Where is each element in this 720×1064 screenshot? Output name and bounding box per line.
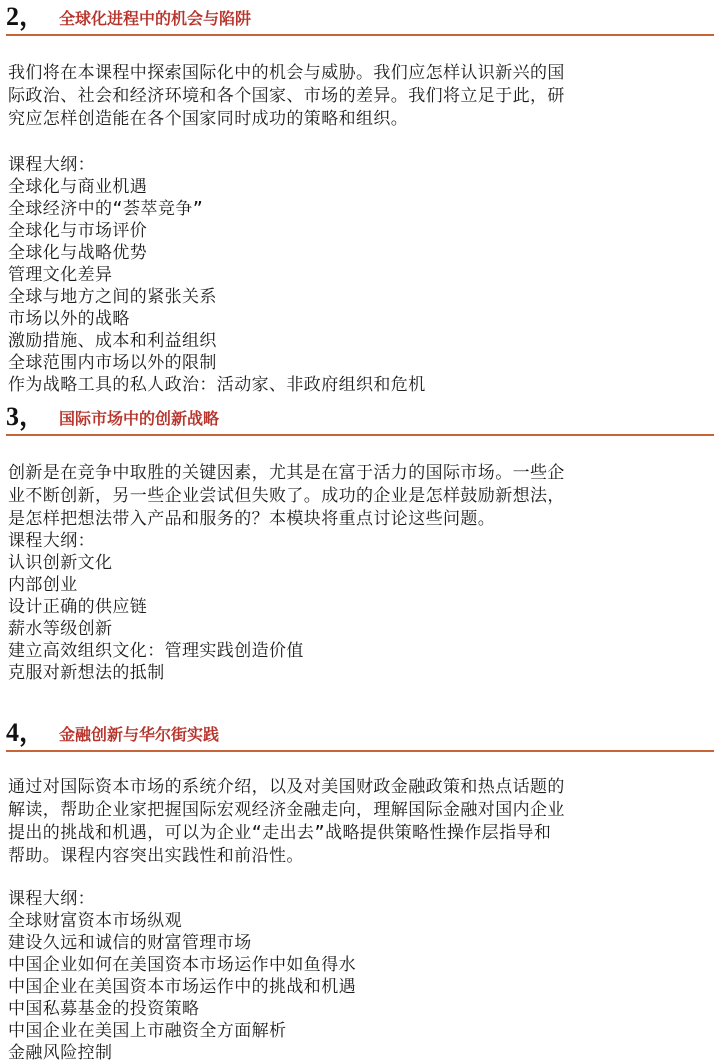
section-2-outline-label: 课程大纲： xyxy=(8,155,95,175)
section-4-outline-item: 中国企业如何在美国资本市场运作中如鱼得水 xyxy=(8,955,356,975)
section-2-intro-line: 究应怎样创造能在各个国家同时成功的策略和组织。 xyxy=(8,109,409,129)
section-4-heading xyxy=(6,720,714,752)
section-3-number: 3， xyxy=(6,402,46,431)
section-4-intro-line: 通过对国际资本市场的系统介绍，以及对美国财政金融政策和热点话题的 xyxy=(8,777,565,797)
section-3-title: 国际市场中的创新战略 xyxy=(59,409,220,428)
section-4-intro-line: 帮助。课程内容突出实践性和前沿性。 xyxy=(8,846,304,866)
section-4-title: 金融创新与华尔街实践 xyxy=(59,725,220,744)
section-2-outline-item: 作为战略工具的私人政治：活动家、非政府组织和危机 xyxy=(8,375,426,395)
section-2-number: 2， xyxy=(6,2,46,31)
section-3-intro-line: 创新是在竞争中取胜的关键因素，尤其是在富于活力的国际市场。一些企 xyxy=(8,463,565,483)
section-3-heading xyxy=(6,404,714,436)
section-3-outline-item: 内部创业 xyxy=(8,575,78,595)
section-2-intro-line: 际政治、社会和经济环境和各个国家、市场的差异。我们将立足于此，研 xyxy=(8,86,565,106)
section-3-outline-item: 设计正确的供应链 xyxy=(8,597,148,617)
section-2-intro-line: 我们将在本课程中探索国际化中的机会与威胁。我们应怎样认识新兴的国 xyxy=(8,63,565,83)
section-3-outline-label: 课程大纲： xyxy=(8,531,95,551)
section-4-intro-line: 解读，帮助企业家把握国际宏观经济金融走向，理解国际金融对国内企业 xyxy=(8,800,565,820)
section-3-intro-line: 是怎样把想法带入产品和服务的？本模块将重点讨论这些问题。 xyxy=(8,509,496,529)
section-4-outline-item: 中国私募基金的投资策略 xyxy=(8,999,200,1019)
section-2-outline-item: 市场以外的战略 xyxy=(8,309,130,329)
section-4-intro-line: 提出的挑战和机遇，可以为企业“走出去”战略提供策略性操作层指导和 xyxy=(8,823,552,843)
section-2-outline-item: 全球化与商业机遇 xyxy=(8,177,148,197)
section-2-title: 全球化进程中的机会与陷阱 xyxy=(59,9,252,28)
section-4-outline-item: 全球财富资本市场纵观 xyxy=(8,911,182,931)
section-4-number: 4， xyxy=(6,718,46,747)
section-2-heading xyxy=(6,4,714,36)
section-2-outline-item: 管理文化差异 xyxy=(8,265,113,285)
section-3-outline-item: 克服对新想法的抵制 xyxy=(8,663,165,683)
section-4-outline-item: 中国企业在美国上市融资全方面解析 xyxy=(8,1021,287,1041)
section-2-outline-item: 全球范围内市场以外的限制 xyxy=(8,353,217,373)
section-3-outline-item: 建立高效组织文化：管理实践创造价值 xyxy=(8,641,304,661)
section-2-outline-item: 全球化与战略优势 xyxy=(8,243,148,263)
section-3-outline-item: 薪水等级创新 xyxy=(8,619,113,639)
section-3-intro-line: 业不断创新，另一些企业尝试但失败了。成功的企业是怎样鼓励新想法， xyxy=(8,486,565,506)
section-2-outline-item: 全球与地方之间的紧张关系 xyxy=(8,287,217,307)
section-3-outline-item: 认识创新文化 xyxy=(8,553,113,573)
section-4-outline-item: 金融风险控制 xyxy=(8,1043,113,1063)
section-4-outline-item: 建设久远和诚信的财富管理市场 xyxy=(8,933,252,953)
section-2-outline-item: 激励措施、成本和利益组织 xyxy=(8,331,217,351)
section-2-outline-item: 全球化与市场评价 xyxy=(8,221,148,241)
section-2-outline-item: 全球经济中的“荟萃竞争” xyxy=(8,199,204,219)
section-4-outline-label: 课程大纲： xyxy=(8,889,95,909)
section-4-outline-item: 中国企业在美国资本市场运作中的挑战和机遇 xyxy=(8,977,356,997)
